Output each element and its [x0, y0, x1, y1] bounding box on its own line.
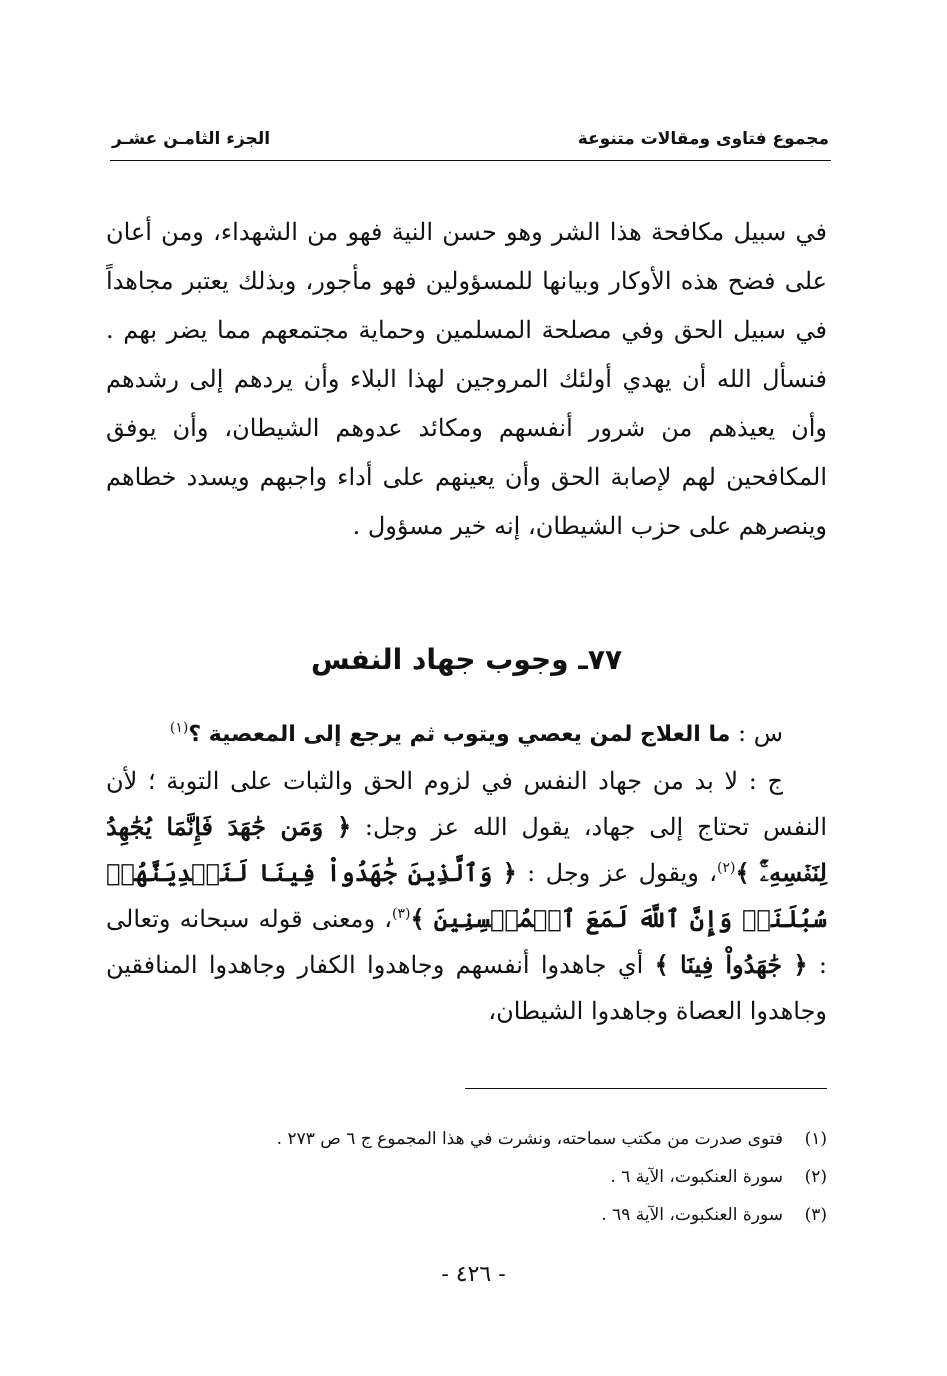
question-answer [106, 710, 827, 1034]
header-divider [110, 160, 831, 161]
quran-bracket-close: ﴾ [735, 858, 750, 887]
body-line: أولئك المروجين لهذا البلاء وأن يردهم إلى رشدهم وأن يعيذهم [106, 365, 827, 442]
footnotes [106, 1120, 827, 1234]
body-line: ومن أعان على فضح هذه الأوكار وبيانها للمسؤولين فهو [106, 218, 827, 295]
quran-verse: وَٱلَّذِينَ جَٰهَدُواْ فِينَا لَنَهۡدِيَنَّهُمۡ سُبُلَنَاۚ وَإِنَّ ٱللَّهَ لَمَعَ ٱلۡمُحۡسِنِينَ [106, 858, 827, 933]
footnote-text: سورة العنكبوت، الآية ٦ . [610, 1167, 783, 1187]
footnote-number: (١) [804, 1129, 827, 1149]
body-line: من شرور أنفسهم ومكائد عدوهم الشيطان، وأن يوفق المكافحين [106, 414, 827, 491]
body-line: في سبيل مكافحة هذا الشر وهو حسن النية فهو من الشهداء، [213, 218, 827, 246]
quran-verse: جَٰهَدُواْ فِينَا [680, 950, 783, 979]
answer [106, 758, 827, 1034]
answer-text: ، ويقول عز وجل : [527, 859, 718, 887]
quran-bracket-close: ﴾ [654, 950, 669, 979]
running-header [112, 124, 829, 154]
body-line: المسلمين وحماية مجتمعهم مما يضر بهم . فنسأل الله أن يهدي [106, 316, 827, 393]
answer-text: لا بد من جهاد النفس في لزوم الحق والثبات على [230, 767, 739, 795]
answer-text: التوبة ؛ لأن النفس تحتاج إلى جهاد، يقول الله عز وجل: [106, 767, 827, 841]
body-line: وينصرهم على حزب الشيطان، إنه خير مسؤول . [352, 512, 827, 540]
quran-bracket-open: ﴿ [337, 812, 352, 841]
footnote-ref: (٣) [392, 906, 411, 922]
quran-verse: وَمَن جَٰهَدَ فَإِنَّمَا يُجَٰهِدُ لِنَفۡسِهِۦٓۚ [106, 812, 827, 887]
quran-bracket-open: ﴿ [502, 858, 517, 887]
question-marker: س : [737, 719, 783, 747]
footnote-number: (٣) [804, 1205, 827, 1225]
question-text: ما العلاج لمن يعصي ويتوب ثم يرجع إلى المعصية ؟ [188, 722, 731, 747]
question [106, 710, 827, 758]
footnote [106, 1196, 827, 1234]
body-paragraph [106, 208, 827, 551]
book-title: مجموع فتاوى ومقالات متنوعة [577, 129, 829, 149]
footnote [106, 1120, 827, 1158]
body-text [106, 208, 827, 551]
quran-bracket-close: ﴾ [410, 904, 425, 933]
footnote-text: سورة العنكبوت، الآية ٦٩ . [601, 1205, 783, 1225]
answer-text: أي جاهدوا أنفسهم وجاهدوا الكفار وجاهدوا المنافقين وجاهدوا العصاة وجاهدوا الشيطان، [106, 951, 827, 1025]
body-line: لهم لإصابة الحق وأن يعينهم على أداء واجبهم ويسدد خطاهم [106, 463, 716, 491]
footnote [106, 1158, 827, 1196]
answer-marker: ج : [748, 767, 783, 795]
body-line: مأجور، وبذلك يعتبر مجاهداً في سبيل الحق وفي مصلحة [106, 267, 828, 344]
footnote-ref: (٢) [717, 860, 736, 876]
footnote-text: فتوى صدرت من مكتب سماحته، ونشرت في هذا المجموع ج ٦ ص ٢٧٣ . [276, 1129, 783, 1149]
answer-text: ، ومعنى قوله سبحانه وتعالى : [106, 905, 827, 979]
section-title: ٧٧ـ وجوب جهاد النفس [310, 643, 623, 676]
footnote-divider [465, 1088, 827, 1089]
page-number: - ٤٢٦ - [441, 1262, 506, 1287]
volume-label: الجزء الثامـن عشـر [112, 129, 271, 149]
footnote-ref: (١) [169, 720, 189, 736]
footnote-number: (٢) [804, 1167, 827, 1187]
quran-bracket-open: ﴿ [793, 950, 808, 979]
